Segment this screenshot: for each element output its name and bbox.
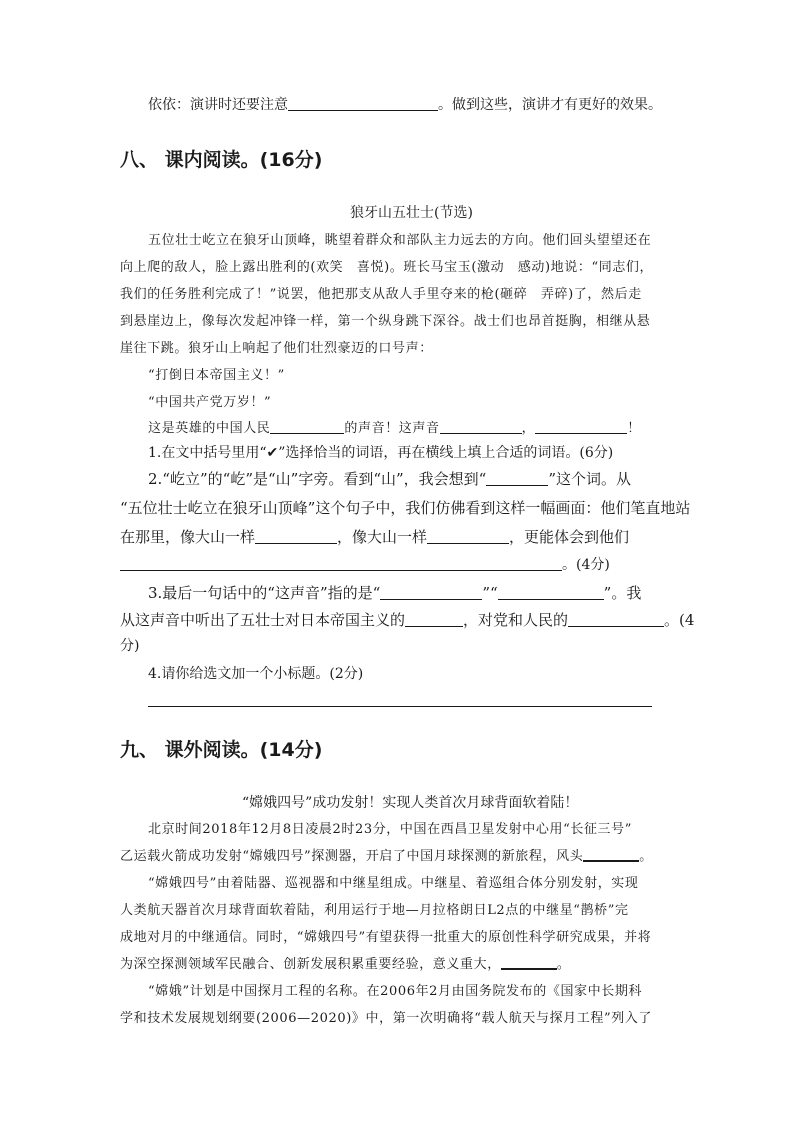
- article-text-end: 。: [556, 957, 571, 972]
- section-8-heading: 八、 课内阅读。(16分): [120, 149, 323, 171]
- q2-blank-word[interactable]: [486, 471, 548, 486]
- passage-line: 到悬崖边上，像每次发起冲锋一样，第一个纵身跳下深谷。战士们也昂首挺胸，相继从悬: [120, 314, 651, 329]
- q3-blank-2[interactable]: [498, 585, 604, 600]
- question-4: 4.请你给选文加一个小标题。(2分): [148, 666, 364, 682]
- question-3-line-1: [148, 583, 641, 603]
- article-text-end: 。: [639, 849, 653, 864]
- passage-line: 向上爬的敌人，脸上露出胜利的(欢笑 喜悦)。班长马宝玉(激动 感动)地说：“同志们，: [120, 260, 654, 275]
- article-line: [120, 953, 570, 972]
- sound-text-d: ！: [627, 421, 641, 436]
- q3-blank-4[interactable]: [568, 612, 664, 627]
- sound-text-a: 这是英雄的中国人民: [148, 421, 271, 436]
- sound-blank-1[interactable]: [270, 419, 344, 434]
- question-2-line-1: [148, 469, 631, 489]
- question-2-line-2: “五位壮士屹立在狼牙山顶峰”这个句子中，我们仿佛看到这样一幅画面：他们笔直地站: [120, 499, 691, 517]
- idiom-blank-2[interactable]: [501, 954, 557, 970]
- q2-text-d: ，像大山一样: [337, 528, 428, 546]
- slogan-line: “打倒日本帝国主义！”: [148, 368, 285, 383]
- article-line: 人类航天器首次月球背面软着陆，利用运行于地—月拉格朗日L2点的中继星“鹊桥”完: [120, 903, 629, 918]
- q2-text-a: 2.“屹立”的“屹”是“山”字旁。看到“山”，我会想到“: [148, 470, 487, 488]
- q3-text-d: 从这声音中听出了五壮士对日本帝国主义的: [120, 611, 406, 629]
- passage-line: 五位壮士屹立在狼牙山顶峰，眺望着群众和部队主力远去的方向。他们回头望望还在: [148, 233, 652, 248]
- q3-text-b: ”“: [482, 584, 498, 602]
- question-3-line-3: 分): [120, 638, 140, 654]
- article-line: 成地对月的中继通信。同时，“嫦娥四号”有望获得一批重大的原创性科学研究成果，并将: [120, 930, 652, 945]
- sound-text-b: 的声音！这声音: [344, 421, 440, 436]
- question-1: 1.在文中括号里用“✔”选择恰当的词语，再在横线上填上合适的词语。(6分): [148, 445, 614, 461]
- q3-text-a: 3.最后一句话中的“这声音”指的是“: [148, 584, 381, 602]
- question-2-line-4: [120, 555, 610, 575]
- sound-text-c: ，: [521, 421, 536, 436]
- article-line: [120, 845, 653, 864]
- q4-answer-line[interactable]: [148, 706, 652, 707]
- q2-text-c: 在那里，像大山一样: [120, 528, 256, 546]
- sound-blank-3[interactable]: [535, 419, 627, 434]
- article-text: 为深空探测领域军民融合、创新发展积累重要经验，意义重大，: [120, 957, 501, 972]
- question-2-line-3: [120, 527, 629, 547]
- q2-blank-2[interactable]: [255, 529, 337, 544]
- q2-text-f: 。(4分): [562, 557, 610, 573]
- article-text: 乙运载火箭成功发射“嫦娥四号”探测器，开启了中国月球探测的新旅程，风头: [120, 849, 584, 864]
- q3-blank-1[interactable]: [380, 585, 482, 600]
- question-3-line-2: [120, 610, 694, 630]
- passage-line: 崖往下跳。狼牙山上响起了他们壮烈豪迈的口号声：: [120, 341, 433, 356]
- sound-blank-2[interactable]: [440, 419, 522, 434]
- speech-tip-blank[interactable]: [288, 96, 438, 111]
- article-line: 北京时间2018年12月8日凌晨2时23分，中国在西昌卫星发射中心用“长征三号”: [148, 822, 633, 837]
- q3-text-f: 。(4: [664, 611, 695, 629]
- article-line: “嫦娥”计划是中国探月工程的名称。在2006年2月由国务院发布的《国家中长期科: [148, 984, 643, 999]
- speech-tip-text: 依依：演讲时还要注意: [148, 97, 288, 113]
- section-9-heading: 九、 课外阅读。(14分): [120, 739, 323, 761]
- slogan-line: “中国共产党万岁！”: [148, 395, 272, 410]
- passage-line: 我们的任务胜利完成了！”说罢，他把那支从敌人手里夺来的枪(砸碎 弄碎)了，然后走: [120, 287, 642, 302]
- q2-text-e: ，更能体会到他们: [509, 528, 630, 546]
- speech-tip-line: [148, 95, 662, 115]
- article-title-change4: “嫦娥四号”成功发射！实现人类首次月球背面软着陆！: [242, 795, 579, 811]
- q2-text-b: ”这个词。从: [548, 470, 632, 488]
- q3-text-e: ，对党和人民的: [463, 611, 569, 629]
- article-line: 学和技术发展规划纲要(2006—2020)》中，第一次明确将“载人航天与探月工程”列入了: [120, 1011, 653, 1026]
- q2-blank-3[interactable]: [427, 529, 509, 544]
- q2-blank-long[interactable]: [120, 556, 562, 571]
- idiom-blank-1[interactable]: [583, 846, 639, 862]
- article-line: “嫦娥四号”由着陆器、巡视器和中继星组成。中继星、着巡组合体分别发射，实现: [148, 876, 639, 891]
- speech-tip-end: 。做到这些，演讲才有更好的效果。: [438, 97, 662, 113]
- q3-text-c: ”。我: [603, 584, 642, 602]
- article-title-langyashan: 狼牙山五壮士(节选): [350, 205, 473, 221]
- sound-line: [148, 417, 641, 436]
- q3-blank-3[interactable]: [405, 612, 463, 627]
